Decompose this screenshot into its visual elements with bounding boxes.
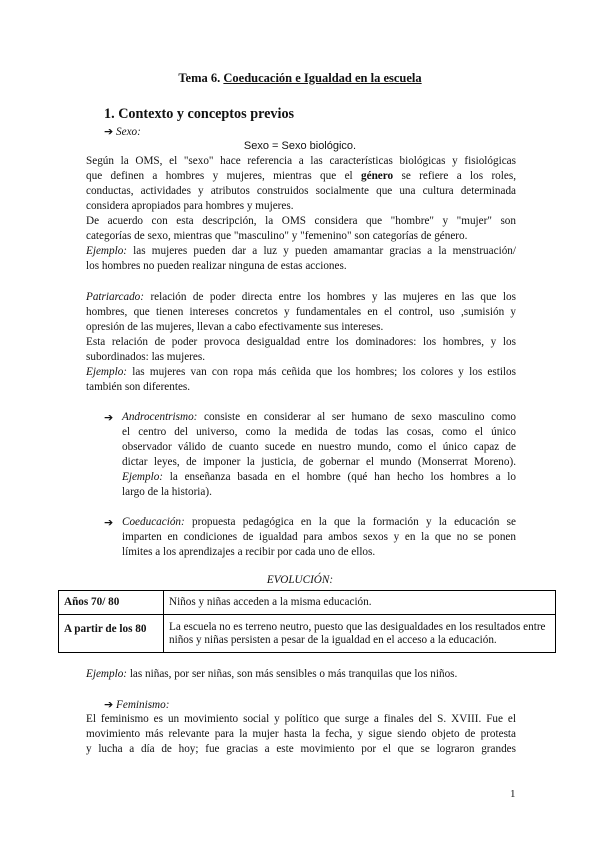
coeducacion-line: Coeducación: propuesta pedagógica en la que la formación y la educación se (122, 516, 516, 528)
paragraph-line: considera apropiados para hombres y mujeres. (86, 200, 294, 212)
paragraph-line: De acuerdo con esta descripción, la OMS considera que "hombre" y "mujer" son (86, 215, 516, 227)
example-line: también son diferentes. (86, 381, 191, 393)
section-heading: 1. Contexto y conceptos previos (104, 106, 295, 122)
example-line: Ejemplo: la enseñanza basada en el hombre (qué han hecho los hombres a lo (122, 471, 516, 483)
paragraph-line: movimiento más relevante para la mujer hasta la fecha, y sigue siendo objeto de protesta (86, 728, 516, 740)
paragraph-line: y lucha a día de hoy; fue gracias a este movimiento por el que se lograron grandes (86, 743, 516, 755)
evolucion-heading: EVOLUCIÓN: (266, 574, 334, 586)
paragraph-line: dictar leyes, de imponer la justicia, de gobernar el mundo (Monserrat Moreno). (122, 456, 516, 468)
paragraph-line: conductas, actividades y atributos construidos socialmente que una cultura determinada (86, 185, 516, 197)
patriarcado-line: Patriarcado: relación de poder directa entre los hombres y las mujeres en las que los (86, 291, 516, 303)
paragraph-line: Esta relación de poder provoca desigualdad entre los dominadores: los hombres, y los (86, 336, 516, 348)
arrow-right-icon: ➔ (104, 516, 114, 529)
example-line: Ejemplo: las mujeres van con ropa más ceñida que los hombres; los colores y los estilos (86, 366, 516, 378)
paragraph-line: Según la OMS, el "sexo" hace referencia a las características biológicas y fisiológicas (86, 155, 516, 167)
table-row (59, 591, 556, 615)
example-line: Ejemplo: las niñas, por ser niñas, son más sensibles o más tranquilas que los niños. (86, 668, 458, 680)
paragraph-line: límites a los aprendizajes a recibir por cada uno de ellos. (122, 546, 376, 558)
table-row (59, 615, 556, 653)
table-cell-text: La escuela no es terreno neutro, puesto que las desigualdades en los resultados entre niños y niñas persisten a pesar de la igualdad en el acceso a la educación. (164, 615, 556, 653)
example-line: largo de la historia). (122, 486, 212, 498)
paragraph-line: que definen a hombres y mujeres, mientras que el género se refiere a los roles, (86, 170, 516, 182)
sexo-definition: Sexo = Sexo biológico. (243, 140, 357, 152)
paragraph-line: hombres, que tienen intereses concretos y fundamentales en el control, uso ,sumisión y (86, 306, 516, 318)
sexo-bullet: ➔ Sexo: (104, 125, 141, 138)
table-cell-period: A partir de los 80 (59, 615, 164, 653)
table-cell-period: Años 70/ 80 (59, 591, 164, 615)
paragraph-line: subordinados: las mujeres. (86, 351, 206, 363)
paragraph-line: observador válido de cuanto sucede en nuestro mundo, como el único capaz de (122, 441, 516, 453)
example-line: los hombres no pueden realizar ninguna de estas acciones. (86, 260, 347, 272)
androcentrismo-line: Androcentrismo: consiste en considerar al ser humano de sexo masculino como (122, 411, 516, 423)
paragraph-line: El feminismo es un movimiento social y político que surge a finales del S. XVIII. Fue el (86, 713, 516, 725)
evolucion-table (58, 590, 556, 653)
page-number: 1 (510, 788, 516, 800)
arrow-right-icon: ➔ (104, 698, 114, 711)
arrow-right-icon: ➔ (104, 411, 114, 424)
document-title: Tema 6. Coeducación e Igualdad en la escuela (178, 71, 422, 85)
arrow-right-icon: ➔ (104, 125, 114, 138)
paragraph-line: el centro del universo, como la medida de todas las cosas, como el único (122, 426, 516, 438)
paragraph-line: categorías de sexo, mientras que "masculino" y "femenino" son categorías de género. (86, 230, 468, 242)
table-cell-text: Niños y niñas acceden a la misma educación. (164, 591, 556, 615)
example-line: Ejemplo: las mujeres pueden dar a luz y pueden amamantar gracias a la menstruación/ (86, 245, 516, 257)
paragraph-line: opresión de las mujeres, llevan a cabo efectivamente sus intereses. (86, 321, 384, 333)
paragraph-line: imparten en condiciones de igualdad para ambos sexos y en la que no se ponen (122, 531, 516, 543)
feminismo-bullet: ➔ Feminismo: (104, 698, 170, 711)
